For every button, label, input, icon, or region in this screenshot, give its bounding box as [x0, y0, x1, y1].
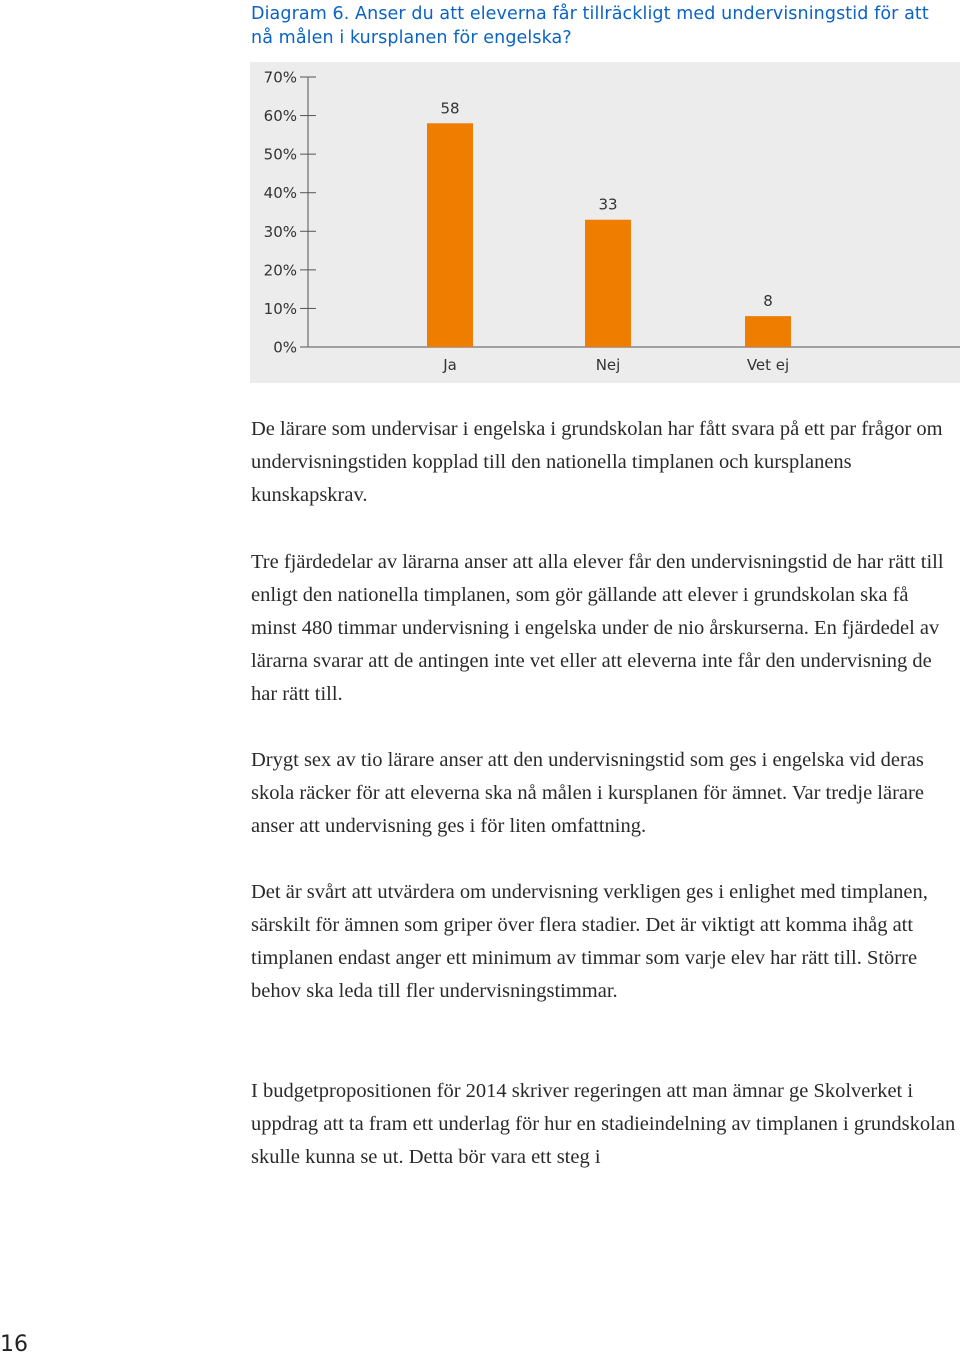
bar-vet-ej: [745, 316, 791, 347]
category-label-ja: Ja: [443, 356, 457, 374]
paragraph-5: [251, 1075, 957, 1174]
paragraph-3: [251, 744, 957, 843]
bar-ja: [427, 123, 473, 347]
paragraph-1: [251, 413, 957, 512]
y-tick-label-50: 50%: [263, 145, 297, 164]
bar-chart-svg: [250, 62, 960, 383]
category-label-vet-ej: Vet ej: [746, 356, 790, 374]
paragraph-4-text: Det är svårt att utvärdera om undervisning verkligen ges i enlighet med timplanen, särskilt för ämnen som griper över flera stadier. Det är viktigt att komma ihåg att timplanen endast anger ett minimum av timmar som varje elev har rätt till. Större behov ska leda till fler undervisningstimmar.: [251, 881, 928, 1002]
y-tick-label-70: 70%: [263, 68, 297, 87]
paragraph-3-text: Drygt sex av tio lärare anser att den undervisningstid som ges i engelska vid deras skola räcker för att eleverna ska nå målen i kursplanen för ämnet. Var tredje lärare anser att undervisning ges i för liten omfattning.: [251, 749, 924, 837]
data-label-vet-ej: 8: [763, 292, 773, 311]
bar-nej: [585, 220, 631, 347]
y-tick-label-30: 30%: [263, 222, 297, 241]
page-number: 16: [0, 1332, 28, 1357]
y-tick-label-20: 20%: [263, 261, 297, 280]
category-label-nej: Nej: [595, 356, 621, 374]
paragraph-2-text: Tre fjärdedelar av lärarna anser att alla elever får den undervisningstid de har rätt till enligt den nationella timplanen, som gör gällande att elever i grundskolan ska få minst 480 timmar undervisning i engelska under de nio årskurserna. En fjärdedel av lärarna svarar att de antingen inte vet eller att eleverna inte får den undervisning de har rätt till.: [251, 551, 944, 705]
data-label-ja: 58: [440, 99, 460, 118]
y-tick-label-40: 40%: [263, 184, 297, 203]
y-tick-label-60: 60%: [263, 107, 297, 126]
paragraph-5-text: I budgetpropositionen för 2014 skriver regeringen att man ämnar ge Skolverket i uppdrag att ta fram ett underlag för hur en stadieindelning av timplanen i grundskolan skulle kunna se ut. Detta bör vara ett steg i: [251, 1080, 956, 1168]
bar-chart: [250, 62, 960, 383]
data-label-nej: 33: [598, 195, 618, 214]
paragraph-2: [251, 546, 957, 711]
paragraph-4: [251, 876, 957, 1008]
y-tick-label-0: 0%: [273, 338, 297, 357]
paragraph-1-text: De lärare som undervisar i engelska i grundskolan har fått svara på ett par frågor om undervisningstiden kopplad till den nationella timplanen och kursplanens kunskapskrav.: [251, 418, 943, 506]
y-tick-label-10: 10%: [263, 299, 297, 318]
diagram-caption: Diagram 6. Anser du att eleverna får tillräckligt med undervisningstid för att nå målen i kursplanen för engelska?: [251, 4, 929, 48]
